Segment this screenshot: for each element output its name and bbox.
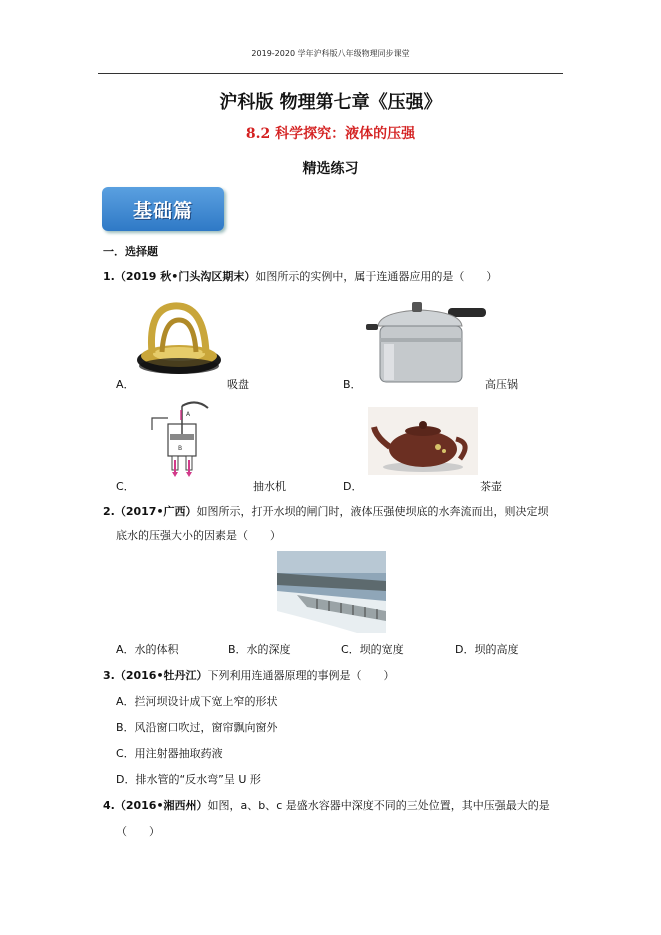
q1-option-b-label: 高压锅: [485, 378, 518, 391]
basic-banner: [102, 187, 224, 231]
dam-image: [277, 551, 386, 633]
q1-option-a-label: 吸盘: [227, 378, 249, 391]
q1-source: （2019 秋•门头沟区期末）: [114, 270, 256, 283]
q4-source: （2016•湘西州）: [114, 799, 208, 812]
q1-option-c: [116, 478, 135, 494]
question-2: [103, 503, 549, 519]
teapot-image: [368, 407, 478, 475]
q1-option-a: [116, 376, 135, 392]
q1-option-d: [343, 478, 362, 494]
q2-text-line1: 如图所示，打开水坝的闸门时，液体压强使坝底的水奔流而出，则决定坝: [196, 505, 549, 518]
q3-text: 下列利用连通器原理的事例是（ ）: [207, 669, 395, 682]
part-heading: 一．选择题: [103, 245, 158, 258]
header-rule: [98, 73, 563, 74]
document-title: 沪科版 物理第七章《压强》: [219, 92, 442, 113]
q1-option-d-letter: D．: [343, 480, 363, 493]
q4-number: 4.: [103, 799, 115, 812]
pump-label-a: A: [186, 411, 191, 418]
question-3: [103, 667, 395, 683]
q3-option-a: A．拦河坝设计成下宽上窄的形状: [116, 695, 278, 708]
page-header: 2019-2020 学年沪科版八年级物理同步课堂: [251, 49, 410, 58]
q1-option-a-letter: A．: [116, 378, 135, 391]
q3-option-d: D．排水管的“反水弯”呈 U 形: [116, 773, 261, 786]
question-1: [103, 268, 497, 284]
q2-option-a: A．水的体积: [116, 643, 179, 656]
q1-option-d-label: 茶壶: [480, 480, 502, 493]
q4-text-line2: （ ）: [116, 825, 160, 838]
q3-number: 3.: [103, 669, 115, 682]
water-pump-diagram: [148, 400, 218, 478]
q3-option-c: C．用注射器抽取药液: [116, 747, 223, 760]
q4-text: 如图，a、b、c 是盛水容器中深度不同的三处位置，其中压强最大的是: [207, 799, 550, 812]
q1-option-c-letter: C．: [116, 480, 135, 493]
section-title: 精选练习: [302, 161, 359, 177]
q2-option-c: C．坝的宽度: [341, 643, 404, 656]
q2-text-line2: 底水的压强大小的因素是（ ）: [116, 529, 281, 542]
q3-source: （2016•牡丹江）: [114, 669, 208, 682]
q2-option-b: B．水的深度: [228, 643, 291, 656]
q1-option-c-label: 抽水机: [253, 480, 286, 493]
q2-number: 2.: [103, 505, 115, 518]
question-4: [103, 797, 550, 813]
q3-option-b: B．风沿窗口吹过，窗帘飘向窗外: [116, 721, 278, 734]
q1-option-b-letter: B．: [343, 378, 362, 391]
pressure-cooker-image: [360, 296, 490, 386]
document-subtitle: 8.2 科学探究：液体的压强: [245, 126, 416, 142]
suction-cup-image: [134, 298, 224, 380]
q2-source: （2017•广西）: [114, 505, 197, 518]
q2-option-d: D．坝的高度: [455, 643, 519, 656]
q1-number: 1.: [103, 270, 115, 283]
q1-option-b: [343, 376, 362, 392]
banner-label: 基础篇: [132, 199, 193, 222]
pump-label-b: B: [178, 445, 183, 452]
q1-text: 如图所示的实例中，属于连通器应用的是（ ）: [255, 270, 498, 283]
